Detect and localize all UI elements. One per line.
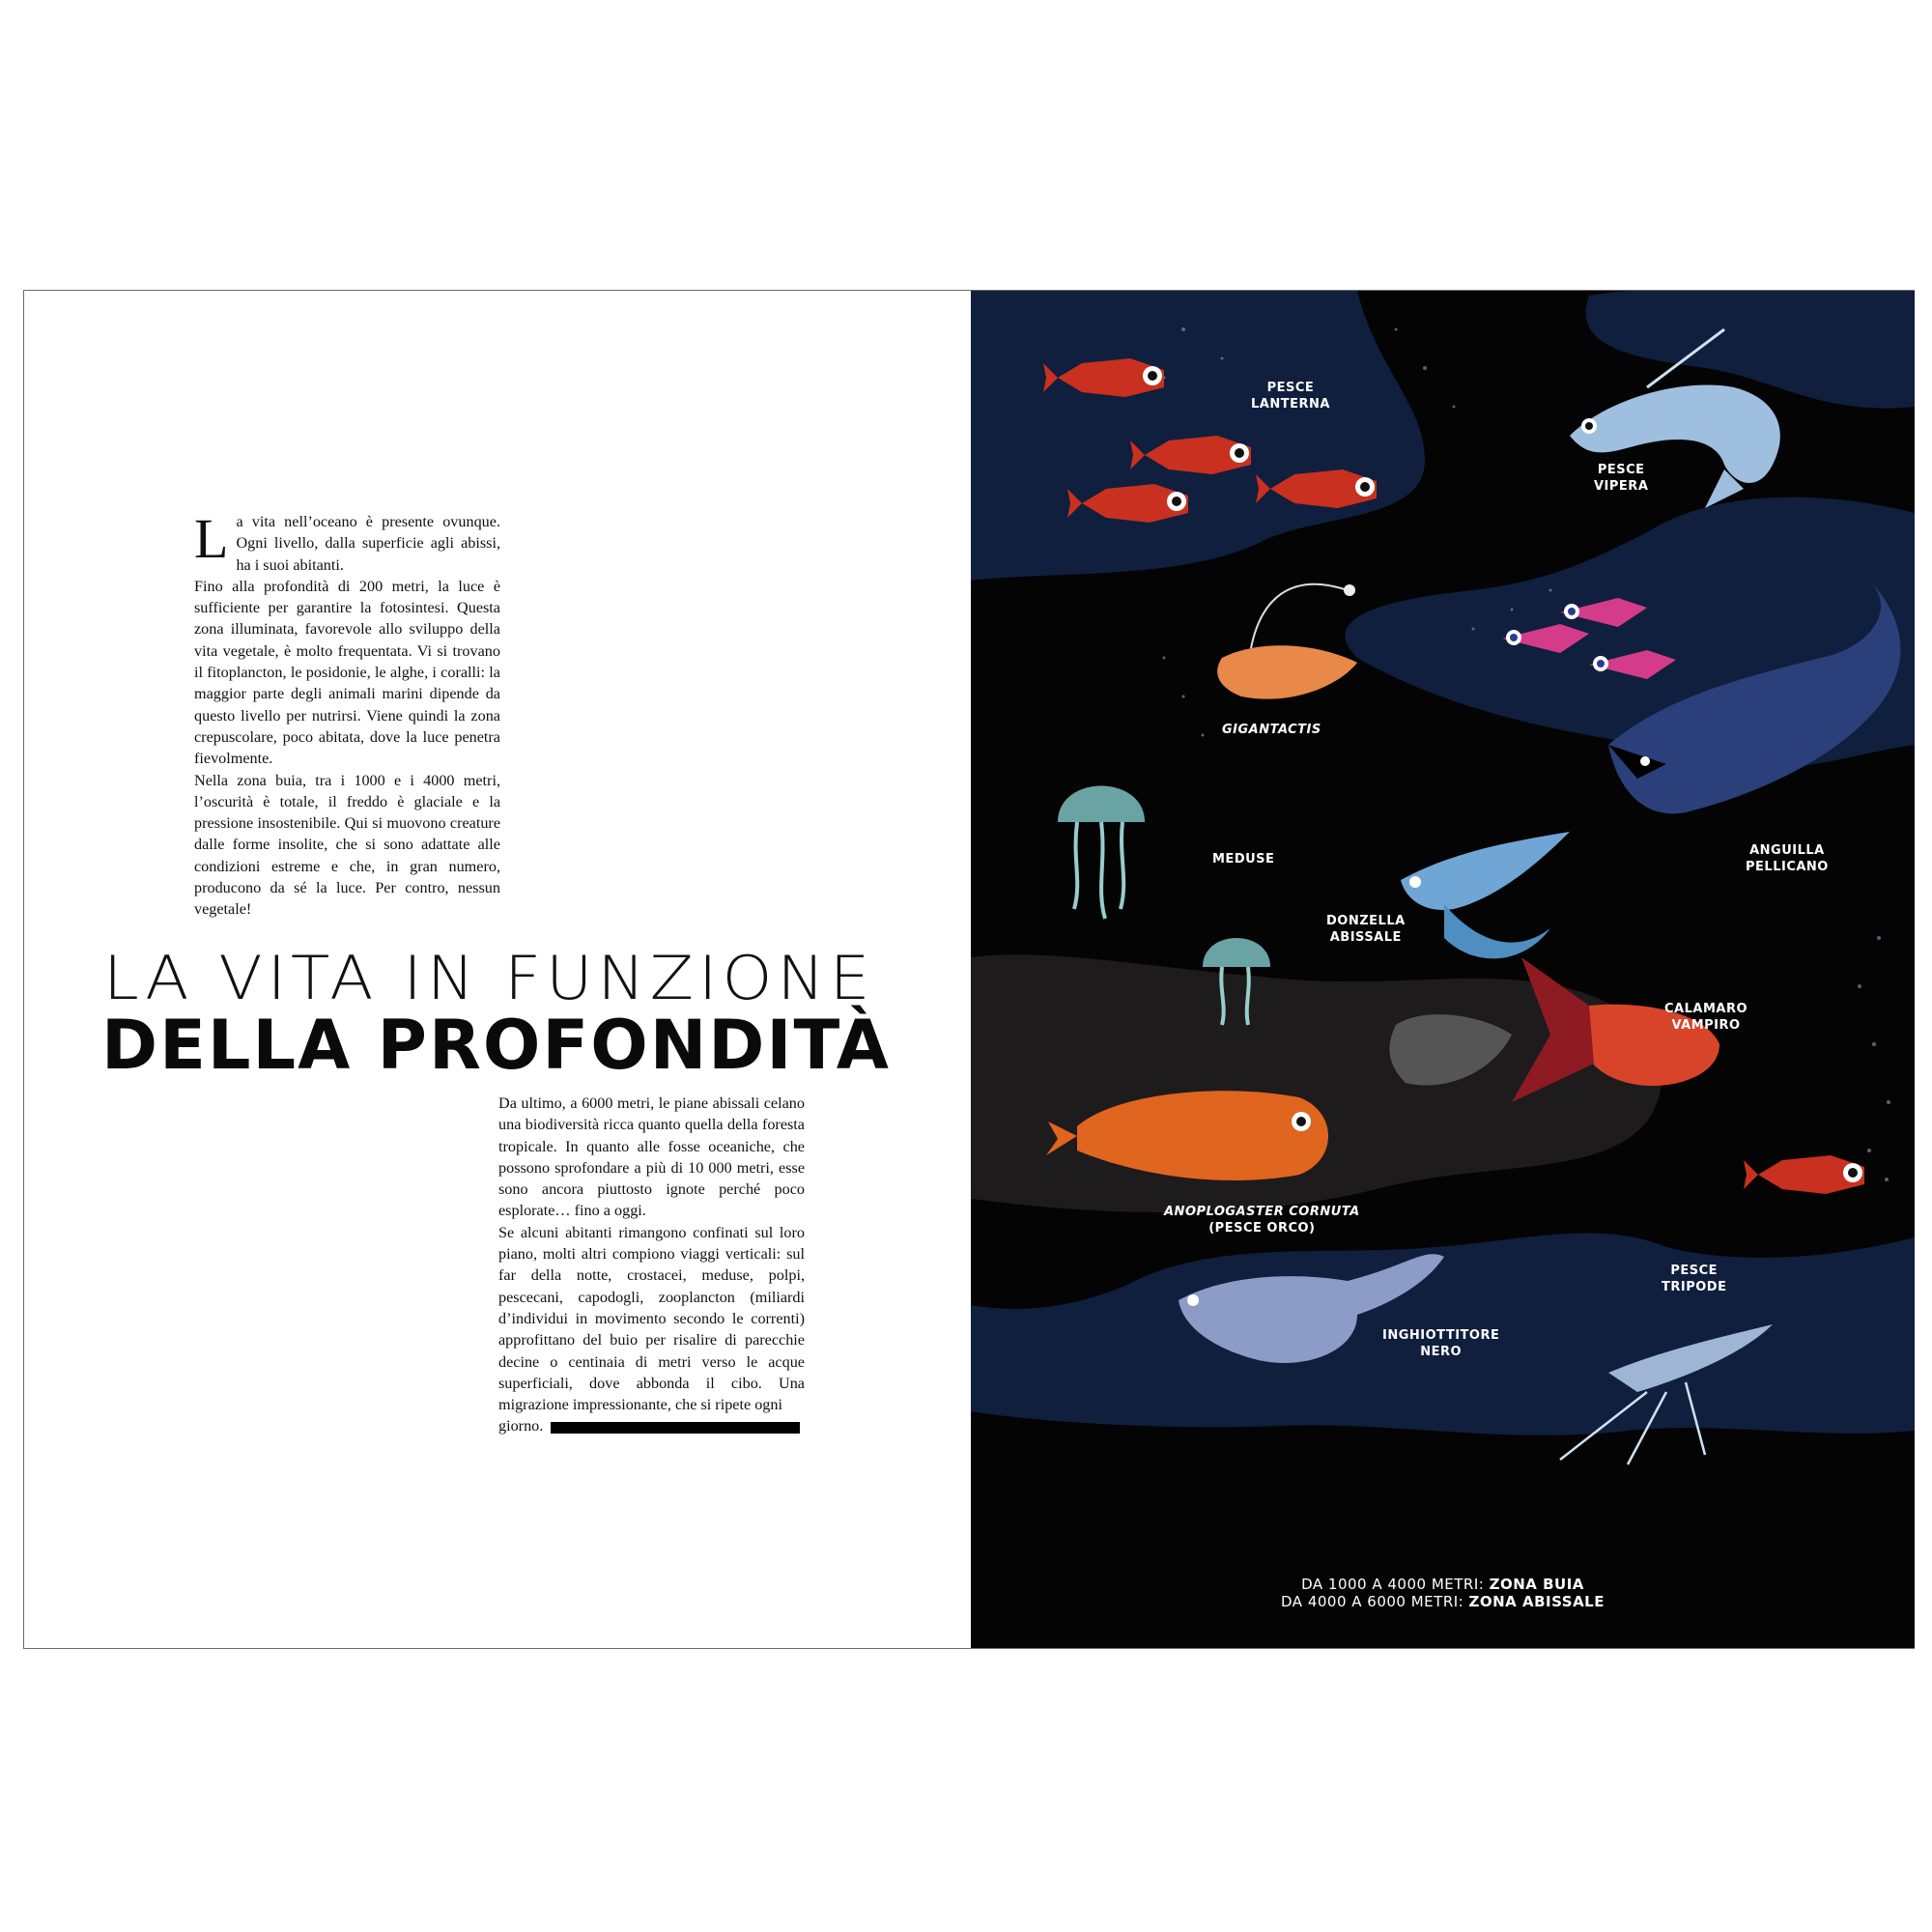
intro-column xyxy=(194,507,500,921)
closing-column xyxy=(498,1093,805,1437)
donzella-fish xyxy=(1401,832,1570,958)
end-bar xyxy=(551,1422,800,1434)
label-gigantactis: GIGANTACTIS xyxy=(1222,723,1321,737)
right-page-illustration xyxy=(971,291,1915,1648)
label-inghiottitore-nero: INGHIOTTITORE NERO xyxy=(1382,1328,1500,1359)
intro-paragraph-3: Nella zona buia, tra i 1000 e i 4000 metri, l’oscurità è totale, il freddo è glaciale e la pressione insostenibile. Qui si muovono creature dalle forme insolite, che si sono adattate alle condizioni estreme e che, in gran numero, producono da sé la luce. Per contro, nessun vegetale! xyxy=(194,771,500,919)
label-donzella-abissale: DONZELLA ABISSALE xyxy=(1326,914,1406,945)
label-meduse: MEDUSE xyxy=(1212,852,1275,867)
gigantactis-fish xyxy=(1217,584,1357,699)
book-spread xyxy=(23,290,1915,1649)
depth-zones-caption: DA 1000 A 4000 METRI: ZONA BUIA DA 4000 A 6000 METRI: ZONA ABISSALE xyxy=(1281,1576,1605,1610)
label-anoplogaster: ANOPLOGASTER CORNUTA (PESCE ORCO) xyxy=(1164,1205,1360,1236)
closing-paragraph-2: Se alcuni abitanti rimangono confinati sul loro piano, molti altri compiono viaggi verticali: sul far della notte, crostacei, meduse, polpi, pescecani, capodogli, zooplancton (miliardi d’individui in movimento secondo le correnti) approfittano del buio per risalire di parecchie decine o centinaia di metri verso le acque superficiali, dove abbonda il cibo. Una migrazione impressionante, che si ripete ogni xyxy=(498,1223,805,1414)
intro-paragraph-1: La vita nell’oceano è presente ovunque. Ogni livello, dalla superficie agli abissi, ha i suoi abitanti. xyxy=(194,507,500,574)
label-pesce-tripode: PESCE TRIPODE xyxy=(1662,1264,1727,1294)
closing-paragraph-1: Da ultimo, a 6000 metri, le piane abissali celano una biodiversità ricca quanto quella della foresta tropicale. In quanto alle fosse oceaniche, che possono sprofondare a più di 10 000 metri, esse sono ancora piuttosto ignote perché poco esplorate… fino a oggi. xyxy=(498,1094,805,1220)
label-pesce-lanterna: PESCE LANTERNA xyxy=(1251,381,1330,412)
label-anguilla-pellicano: ANGUILLA PELLICANO xyxy=(1746,843,1829,874)
closing-last-line: giorno. xyxy=(498,1415,805,1436)
label-pesce-vipera: PESCE VIPERA xyxy=(1594,463,1649,494)
drop-cap: L xyxy=(194,507,229,570)
upper-blue-water xyxy=(971,291,1425,581)
label-calamaro-vampiro: CALAMARO VAMPIRO xyxy=(1664,1002,1748,1033)
deep-sea-illustration xyxy=(971,291,1915,1648)
intro-paragraph-2: Fino alla profondità di 200 metri, la luce è sufficiente per garantire la fotosintesi. Questa zona illuminata, favorevole allo sviluppo della vita vegetale, è molto frequentata. Vi si trovano il fitoplancton, le posidonie, le alghe, i coralli: la maggior parte degli animali marini dipende da questo livello per nutrirsi. Viene quindi la zona crepuscolare, poco abitata, dove la luce penetra fievolmente. xyxy=(194,577,500,768)
left-page xyxy=(24,291,971,1648)
page-title-line2: DELLA PROFONDITÀ xyxy=(101,1006,891,1085)
page-title-line1: LA VITA IN FUNZIONE xyxy=(103,942,875,1014)
